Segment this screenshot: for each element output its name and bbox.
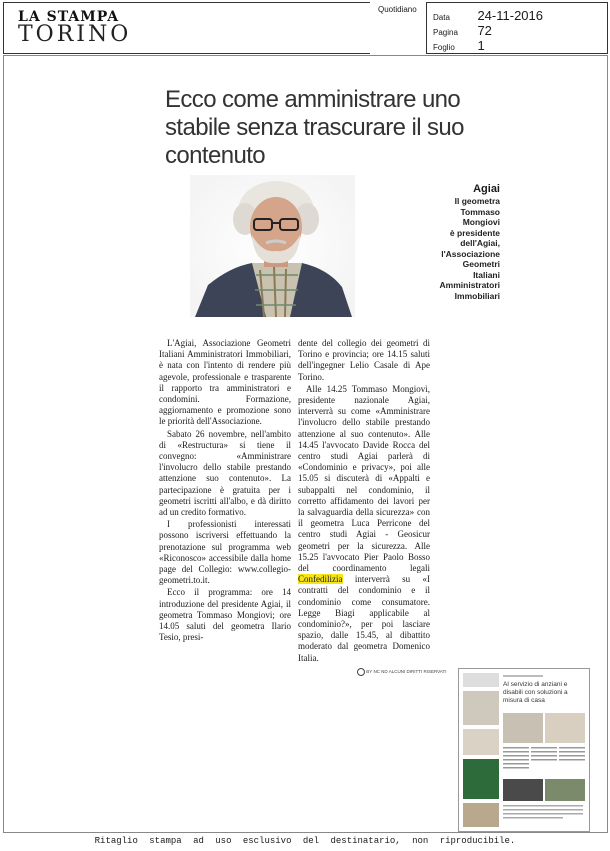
subscription-code [594, 676, 606, 826]
foglio-value: 1 [477, 38, 485, 53]
page-thumbnail [458, 668, 590, 832]
paragraph: Ecco il programma: ore 14 introduzione del presidente Agiai, il geometra Tommaso Mongiovi; ore 14.05 saluti del geometra Ilario Tesio, presi- [159, 587, 291, 643]
highlighted-keyword: Confedilizia [298, 574, 343, 585]
footer-notice: Ritaglio stampa ad uso esclusivo del destinatario, non riproducibile. [94, 836, 516, 846]
data-value: 24-11-2016 [477, 8, 543, 23]
thumbnail-headline: Al servizio di anziani e disabili con soluzioni a misura di casa [503, 681, 568, 704]
pagina-label: Pagina [433, 28, 458, 37]
paragraph-text: interverrà su «I contratti del condominio e il condominio come consumatore. Legge Biagi applicabile al condominio?», per poi lasciare spazio, dalle 15.45, al dibattito moderato dal geometra Domenico Italia. [298, 574, 430, 663]
data-label: Data [433, 13, 450, 22]
article-headline: Ecco come amministrare uno stabile senza trascurare il suo contenuto [165, 86, 464, 169]
paragraph: L'Agiai, Associazione Geometri Italiani Amministratori Immobiliari, è nata con l'intento di rendere più agevole, professionale e trasparente il rapporto tra amministratori e condomini. Formazione, aggiornamento e promozione sono le priorità dell'Associazione. [159, 338, 291, 427]
foglio-label: Foglio [433, 43, 455, 52]
paragraph: I professionisti interessati possono iscriversi effettuando la prenotazione sul programma web «Riconosco» accessibile dalla home page del Collegio: www.collegio-geometri.to.it. [159, 519, 291, 586]
article-column-2 [298, 338, 430, 665]
caption-text: Il geometra Tommaso Mongiovi è presidente dell'Agiai, l'Associazione Geometri Italiani Amministratori Immobiliari [439, 196, 500, 301]
paragraph-highlight-container [298, 384, 430, 664]
credit-text: BY NC ND ALCUNI DIRITTI RISERVATI [366, 669, 447, 675]
publication-type: Quotidiano [378, 5, 417, 14]
logo-la-stampa: LA STAMPA [18, 9, 120, 25]
paragraph: dente del collegio dei geometri di Torino e provincia; ore 14.15 saluti dell'ingegner Lelio Casale di Ape Torino. [298, 338, 430, 382]
photo-caption [340, 182, 500, 301]
portrait-photo [190, 175, 355, 317]
caption-tag: Agiai [473, 183, 500, 195]
logo-torino: TORINO [18, 22, 132, 47]
paragraph: Sabato 26 novembre, nell'ambito di «Restructura» si tiene il convegno: «Amministrare l'involucro dello stabile prestando attenzione suo contenuto». La partecipazione è gratuita per i geometri iscritti all'albo, e dà diritto ad un credito formativo. [159, 428, 291, 518]
pagina-value: 72 [477, 23, 492, 38]
license-credit [357, 668, 446, 676]
meta-foglio-row [433, 37, 485, 55]
article-column-1 [159, 338, 291, 644]
masthead [3, 2, 370, 54]
meta-box [426, 2, 608, 54]
cc-icon [357, 668, 365, 676]
paragraph-text: Alle 14.25 Tommaso Mongiovì, presidente nazionale Agiai, interverrà su come «Amministrare l'involucro dello stabile prestando attenzione al suo contenuto». Alle 14.45 l'avvocato Davide Rocca del centro studi Agiai parlerà di «Condominio e privacy», poi alle 15.05 si discuterà di «Appalti e subappalti nel condominio, il corretto affidamento dei lavori per la salvaguardia della sicurezza» con il geometra Luca Perricone del centro studi Agiai - Geosicur geometri per la sicurezza. Alle 15.25 l'avvocato Pier Paolo Bosso del coordinamento legali [298, 383, 430, 574]
